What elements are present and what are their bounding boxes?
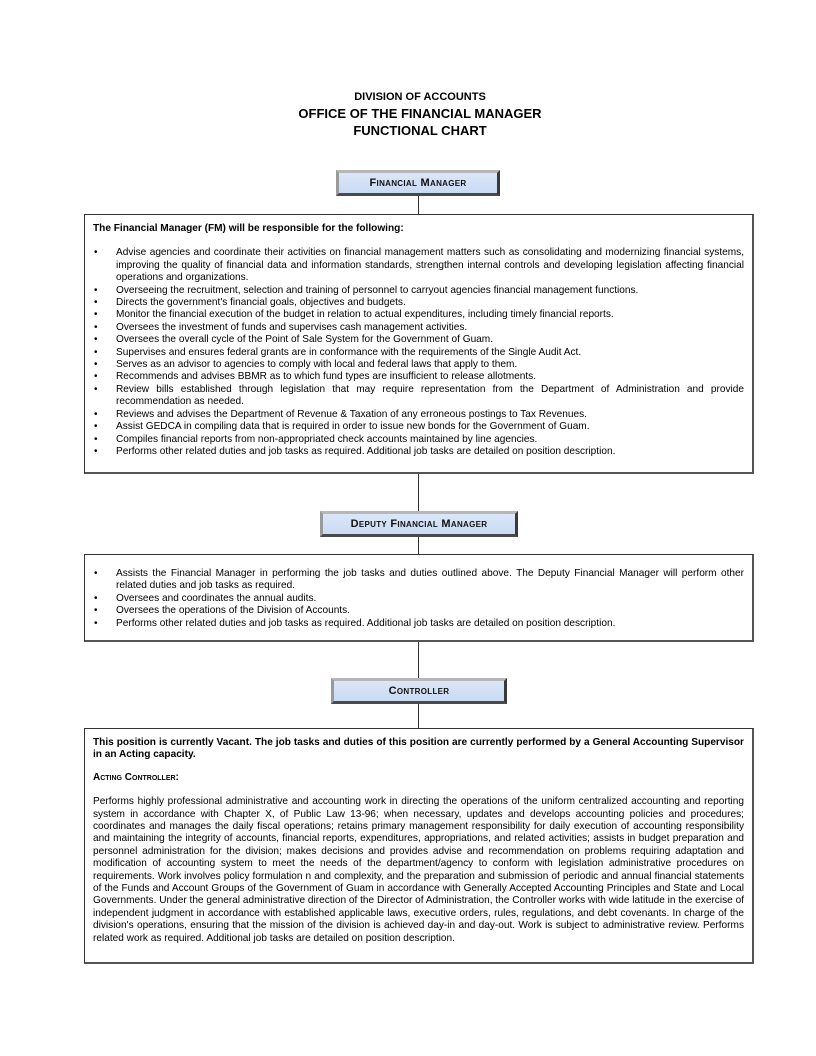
connector-line [418, 474, 419, 512]
duty-item: • Reviews and advises the Department of Revenue & Taxation of any erroneous postings to Tax Revenues. [94, 408, 587, 420]
connector-line [418, 537, 419, 554]
financial-manager-duty-list [93, 247, 744, 458]
bullet-icon: • [94, 383, 98, 395]
duty-item: • Recommends and advises BBMR as to which fund types are insufficient to release allotments. [94, 371, 537, 383]
bullet-icon: • [94, 321, 98, 333]
controller-title: Controller [388, 685, 450, 697]
document-header [0, 90, 816, 139]
controller-description-box [84, 728, 754, 964]
bullet-icon: • [94, 408, 98, 420]
bullet-icon: • [94, 334, 98, 346]
bullet-icon: • [94, 445, 98, 457]
financial-manager-title-box [336, 170, 500, 196]
duty-item: • Advise agencies and coordinate their activities on financial management matters such as consolidating and modernizing financial systems, improving the quality of financial data and information standards, strengthen internal controls and developing legislation affecting financial operations and organizations. [94, 247, 744, 284]
bullet-icon: • [94, 297, 98, 309]
controller-title-box [331, 678, 507, 704]
acting-controller-description: Performs highly professional administrative and accounting work in directing the operations of the uniform centralized accounting and reporting system in accordance with Chapter X, of Public Law 13-96; when necessary, updates and develops accounting policies and procedures; coordinates and manages the daily fiscal operations; retains primary management responsibility for daily execution of accounting responsibility and maintaining the integrity of accounts, financial reports, expenditures, appropriations, and related activities; assists in budget preparation and personnel administration for the division; makes decisions and provides advise and recommendation on problems requiring adaptation and modification of accounting system to meet the needs of the department/agency to conform with legislation administrative procedures on requirements. Work involves policy formulation n and complexity, and the preparation and submission of periodic and annual financial statements of the Funds and Account Groups of the Government of Guam in accordance with Generally Accepted Accounting Principles and State and Local Governments. Under the general administrative direction of the Director of Administration, the Controller works with wide latitude in the exercise of independent judgment in accordance with established applicable laws, executive orders, rules, regulations, and debt covenants. In charge of the division's operations, ensuring that the mission of the division is achieved day-in and day-out. Work is subject to administrative review. Performs related work as required. Additional job tasks are detailed on position description. [93, 796, 744, 944]
duty-item: • Overseeing the recruitment, selection and training of personnel to carryout agencies financial management functions. [94, 284, 639, 296]
acting-controller-heading: Acting Controller: [93, 771, 179, 783]
bullet-icon: • [94, 284, 98, 296]
duty-item: • Performs other related duties and job tasks as required. Additional job tasks are detailed on position description. [94, 445, 616, 457]
bullet-icon: • [94, 617, 98, 629]
duty-item: • Compiles financial reports from non-appropriated check accounts maintained by line agencies. [94, 433, 538, 445]
duty-item: • Assist GEDCA in compiling data that is required in order to issue new bonds for the Government of Guam. [94, 421, 590, 433]
bullet-icon: • [94, 359, 98, 371]
financial-manager-duties-box [84, 214, 754, 474]
bullet-icon: • [94, 371, 98, 383]
bullet-icon: • [94, 247, 98, 259]
duty-item: • Review bills established through legislation that may require representation from the Department of Administration and provide recommendation as needed. [94, 383, 744, 408]
financial-manager-intro: The Financial Manager (FM) will be responsible for the following: [93, 223, 404, 234]
duty-item: • Oversees and coordinates the annual audits. [94, 592, 317, 604]
duty-item: • Oversees the operations of the Division of Accounts. [94, 605, 350, 617]
deputy-financial-manager-duties-box [84, 554, 754, 642]
bullet-icon: • [94, 309, 98, 321]
bullet-icon: • [94, 568, 98, 579]
bullet-icon: • [94, 605, 98, 617]
connector-line [418, 196, 419, 214]
deputy-financial-manager-title-box [320, 511, 518, 537]
vacancy-note: This position is currently Vacant. The job tasks and duties of this position are currently performed by a General Accounting Supervisor in an Acting capacity. [93, 737, 744, 761]
bullet-icon: • [94, 346, 98, 358]
connector-line [418, 704, 419, 728]
financial-manager-title: Financial Manager [369, 177, 467, 189]
bullet-icon: • [94, 592, 98, 604]
duty-item: • Assists the Financial Manager in performing the job tasks and duties outlined above. The Deputy Financial Manager will perform other related duties and job tasks as required. [94, 568, 744, 592]
duty-item: • Oversees the overall cycle of the Point of Sale System for the Government of Guam. [94, 334, 494, 346]
duty-item: • Directs the government's financial goals, objectives and budgets. [94, 297, 406, 309]
chart-title: FUNCTIONAL CHART [353, 123, 487, 138]
connector-line [418, 642, 419, 679]
division-title: DIVISION OF ACCOUNTS [354, 91, 486, 103]
duty-item: • Serves as an advisor to agencies to comply with local and federal laws that apply to them. [94, 359, 518, 371]
deputy-financial-manager-title: Deputy Financial Manager [350, 518, 488, 530]
bullet-icon: • [94, 433, 98, 445]
duty-item: • Monitor the financial execution of the budget in relation to actual expenditures, including timely financial reports. [94, 309, 614, 321]
duty-item: • Performs other related duties and job tasks as required. Additional job tasks are detailed on position description. [94, 617, 616, 629]
office-title: OFFICE OF THE FINANCIAL MANAGER [298, 106, 542, 121]
duty-item: • Supervises and ensures federal grants are in conformance with the requirements of the Single Audit Act. [94, 346, 582, 358]
duty-item: • Oversees the investment of funds and supervises cash management activities. [94, 321, 468, 333]
bullet-icon: • [94, 421, 98, 433]
deputy-duty-list [93, 568, 744, 630]
